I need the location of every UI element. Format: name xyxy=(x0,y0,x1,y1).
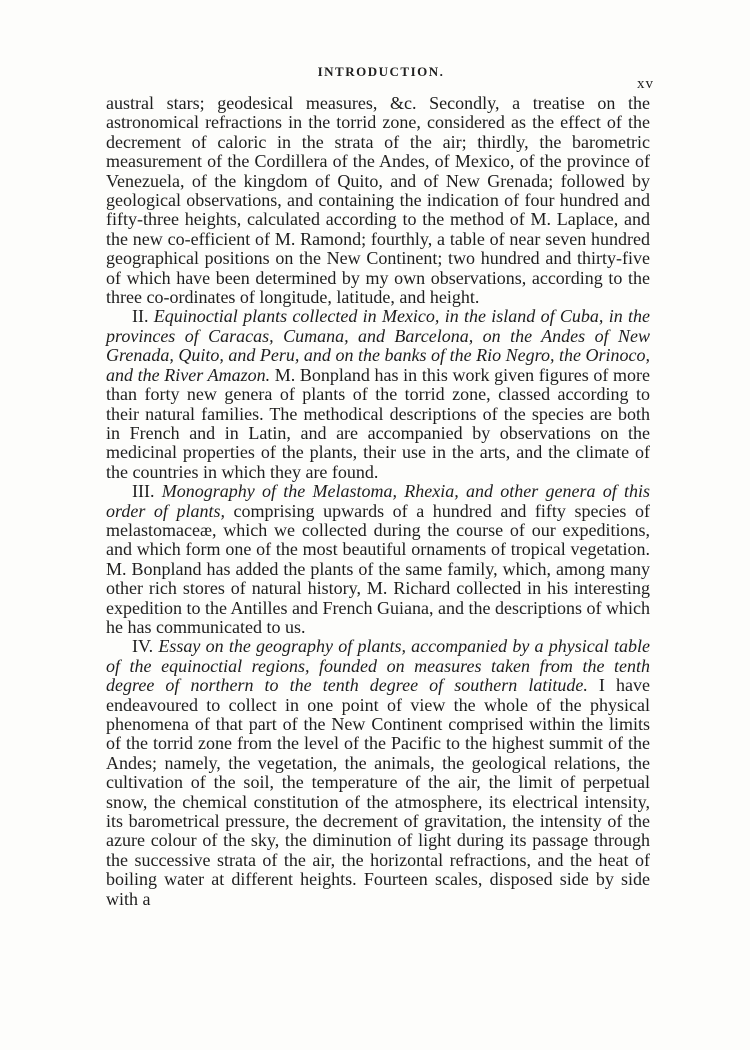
section-numeral: IV. xyxy=(132,636,159,657)
paragraph-section-iv xyxy=(106,637,650,909)
paragraph-continuation xyxy=(106,94,650,307)
running-title: INTRODUCTION. xyxy=(317,64,445,79)
paragraph-body: M. Bonpland has in this work given figures of more than forty new genera of plants of the torrid zone, classed according to their natural families. The methodical descriptions of the species are both in French and in Latin, and are accompanied by observations on the medicinal properties of the plants, their use in the arts, and the climate of the countries in which they are found. xyxy=(106,364,650,482)
paragraph-body: I have endeavoured to collect in one point of view the whole of the physical phenomena of that part of the New Continent comprised within the limits of the torrid zone from the level of the Pacific to the highest summit of the Andes; namely, the vegetation, the animals, the geological relations, the cultivation of the soil, the temperature of the air, the limit of perpetual snow, the chemical constitution of the atmosphere, its electrical intensity, its barometrical pressure, the decrement of gravitation, the intensity of the azure colour of the sky, the diminution of light during its passage through the successive strata of the air, the horizontal refractions, and the heat of boiling water at different heights. Fourteen scales, disposed side by side with a xyxy=(106,675,650,909)
body-text xyxy=(106,94,650,909)
paragraph-body: comprising upwards of a hundred and fifty species of melastomaceæ, which we collected during the course of our expeditions, and which form one of the most beautiful ornaments of tropical vegetation. M. Bonpland has added the plants of the same family, which, among many other rich stores of natural history, M. Richard collected in his interesting expedition to the Antilles and French Guiana, and the descriptions of which he has communicated to us. xyxy=(106,500,650,637)
paragraph-section-ii xyxy=(106,307,650,482)
section-title: Equinoctial plants collected in Mexico, in the island of Cuba, in the provinces of Caracas, Cumana, and Barcelona, on the Andes of New Grenada, Quito, and Peru, and on the banks of the Rio Negro, the Orinoco, and the River Amazon. xyxy=(106,306,650,385)
running-header xyxy=(108,62,654,92)
section-title: Monography of the Melastoma, Rhexia, and other genera of this order of plants, xyxy=(106,481,650,521)
section-numeral: II. xyxy=(132,306,154,327)
page-number: xv xyxy=(637,76,654,92)
paragraph-section-iii xyxy=(106,482,650,637)
section-numeral: III. xyxy=(132,481,162,502)
section-title: Essay on the geography of plants, accompanied by a physical table of the equinoctial regions, founded on measures taken from the tenth degree of northern to the tenth degree of southern latitude. xyxy=(106,636,650,696)
paragraph-body: austral stars; geodesical measures, &c. Secondly, a treatise on the astronomical refractions in the torrid zone, considered as the effect of the decrement of caloric in the strata of the air; thirdly, the barometric measurement of the Cordillera of the Andes, of Mexico, of the province of Venezuela, of the kingdom of Quito, and of New Grenada; followed by geological observations, and containing the indication of four hundred and fifty-three heights, calculated according to the method of M. Laplace, and the new co-efficient of M. Ramond; fourthly, a table of near seven hundred geographical positions on the New Continent; two hundred and thirty-five of which have been determined by my own observations, according to the three co-ordinates of longitude, latitude, and height. xyxy=(106,93,650,308)
